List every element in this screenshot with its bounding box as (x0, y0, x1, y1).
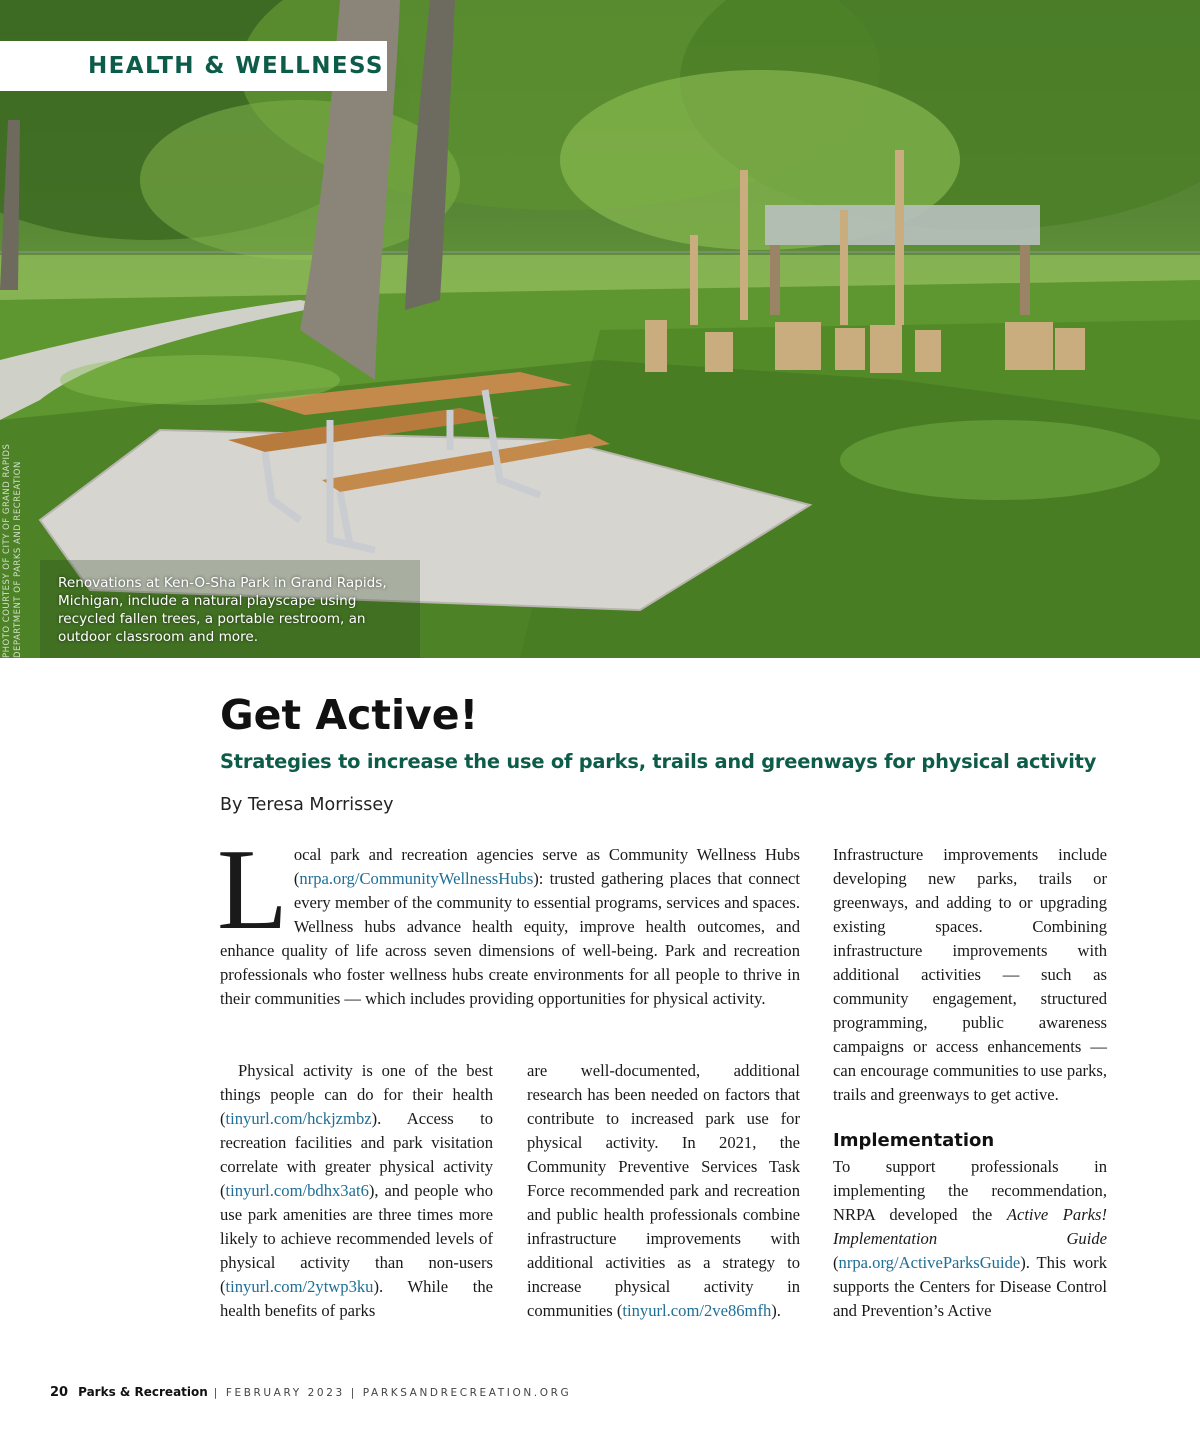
link-hckjzmbz[interactable]: tinyurl.com/hckjzmbz (225, 1109, 372, 1128)
footer-separator: | (344, 1387, 363, 1399)
hero-photo (0, 0, 1200, 658)
text-run: ). Access to recreation facilities and park visitation correlate with greater physical activity ( (220, 1109, 493, 1200)
link-community-wellness-hubs[interactable]: nrpa.org/CommunityWellnessHubs (299, 869, 534, 888)
page-footer (50, 1382, 571, 1403)
photo-caption: Renovations at Ken-O-Sha Park in Grand Rapids, Michigan, include a natural playscape using recycled fallen trees, a portable restroom, an outdoor classroom and more. (58, 575, 387, 645)
text-run: ). This work supports the Centers for Disease Control and Prevention’s Active (833, 1253, 1107, 1320)
body-column-middle (527, 1059, 800, 1323)
website[interactable]: PARKSANDRECREATION.ORG (362, 1387, 572, 1399)
text-run: To support professionals in implementing the recommendation, NRPA developed the (833, 1157, 1107, 1224)
article-subtitle: Strategies to increase the use of parks, trails and greenways for physical activity (220, 750, 1097, 773)
magazine-name: Parks & Recreation (78, 1385, 208, 1399)
text-run: ). (771, 1301, 781, 1320)
park-scene-illustration (0, 0, 1200, 658)
footer-separator: | (207, 1387, 226, 1399)
link-bdhx3at6[interactable]: tinyurl.com/bdhx3at6 (225, 1181, 369, 1200)
issue-date: FEBRUARY 2023 (225, 1387, 345, 1399)
article-byline: By Teresa Morrissey (220, 795, 394, 815)
text-run: ( (833, 1253, 839, 1272)
link-active-parks-guide[interactable]: nrpa.org/ActiveParksGuide (838, 1253, 1021, 1272)
section-heading-implementation: Implementation (833, 1130, 995, 1151)
body-paragraph (220, 1059, 493, 1323)
link-2ytwp3ku[interactable]: tinyurl.com/2ytwp3ku (225, 1277, 374, 1296)
page-number: 20 (50, 1385, 69, 1400)
text-run: ). While the health benefits of parks (220, 1277, 493, 1320)
photo-credit: PHOTO COURTESY OF CITY OF GRAND RAPIDS DEPARTMENT OF PARKS AND RECREATION (2, 443, 23, 658)
body-paragraph: Infrastructure improvements include developing new parks, trails or greenways, and adding to or upgrading existing spaces. Combining infrastructure improvements with additional activities — such as community engagement, structured programming, public awareness campaigns or access enhancements — can encourage communities to use parks, trails and greenways to get active. (833, 845, 1107, 1104)
intro-text-2: ): trusted gathering places that connect every member of the community to essential programs, services and spaces. Wellness hubs advance health equity, improve health outcomes, and enhance quality of life across seven dimensions of well-being. Park and recreation professionals who foster wellness hubs create environments for all people to thrive in their communities — which includes providing opportunities for physical activity. (220, 869, 800, 1008)
body-column-right (833, 843, 1107, 1323)
body-column-left (220, 1059, 493, 1323)
intro-text-1: ocal park and recreation agencies serve as Community Wellness Hubs ( (293, 845, 800, 888)
link-2ve86mfh[interactable]: tinyurl.com/2ve86mfh (622, 1301, 772, 1320)
section-tag: HEALTH & WELLNESS (0, 41, 387, 91)
body-paragraph (833, 1155, 1107, 1323)
text-run: Physical activity is one of the best things people can do for their health ( (220, 1061, 493, 1128)
drop-cap: L (217, 826, 288, 954)
text-run: ), and people who use park amenities are three times more likely to achieve recommended levels of physical activity than non-users ( (220, 1181, 493, 1296)
guide-title: Active Parks! Implementation Guide (833, 1205, 1108, 1248)
article-title: Get Active! (220, 691, 479, 739)
body-paragraph (527, 1059, 800, 1323)
intro-paragraph (217, 826, 800, 1011)
text-run: are well-documented, additional research has been needed on factors that contribute to increased park use for physical activity. In 2021, the Community Preventive Services Task Force recommended park and recreation and public health professionals combine infrastructure improvements with additional activities as a strategy to increase physical activity in communities ( (527, 1061, 800, 1320)
